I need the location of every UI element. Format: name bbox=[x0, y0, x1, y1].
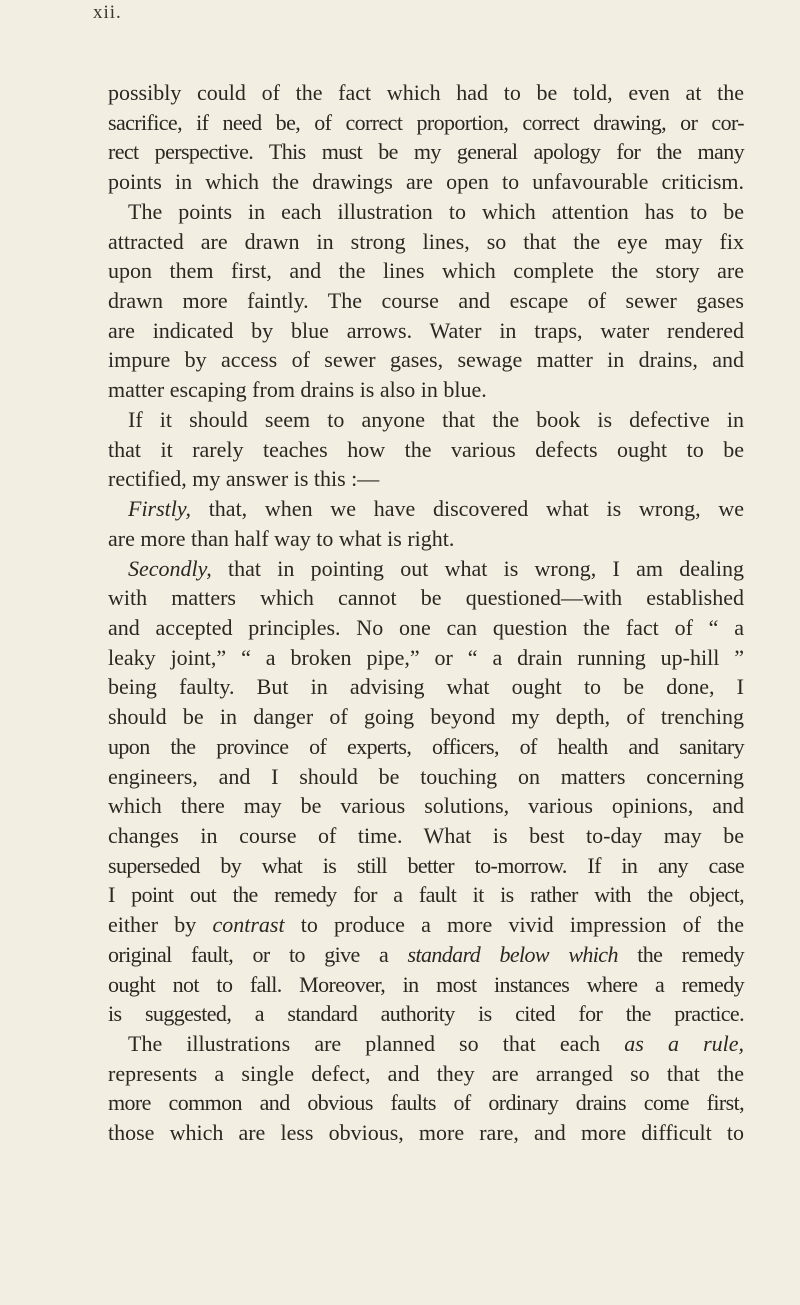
text-fragment: that in pointing out what is wrong, I am dealing bbox=[211, 555, 744, 581]
text-line: upon the province of experts, officers, of health and sanitary bbox=[108, 733, 744, 759]
text-fragment: The illustrations are planned so that each bbox=[128, 1031, 625, 1056]
text-line bbox=[108, 494, 744, 524]
body-text bbox=[108, 78, 744, 1148]
text-line: should be in danger of going beyond my depth, of trenching bbox=[108, 704, 744, 730]
text-line: rect perspective. This must be my general apology for the many bbox=[108, 139, 744, 165]
emphasis-standard: standard below which bbox=[407, 941, 618, 967]
text-line: upon them first, and the lines which complete the story are bbox=[108, 258, 744, 284]
text-line: rectified, my answer is this :— bbox=[108, 466, 380, 492]
text-line: ought not to fall. Moreover, in most instances where a remedy bbox=[108, 971, 744, 997]
text-fragment: either by bbox=[108, 912, 213, 938]
emphasis-contrast: contrast bbox=[212, 912, 285, 938]
text-line: are indicated by blue arrows. Water in traps, water rendered bbox=[108, 317, 744, 343]
text-line: points in which the drawings are open to unfavourable criticism. bbox=[108, 169, 744, 195]
emphasis-firstly: Firstly, bbox=[128, 496, 191, 522]
text-fragment: that, when we have discovered what is wrong, we bbox=[190, 496, 744, 522]
text-line: being faulty. But in advising what ought to be done, I bbox=[108, 674, 744, 700]
text-fragment: to produce a more vivid impression of the bbox=[284, 912, 744, 938]
text-line: The points in each illustration to which attention has to be bbox=[128, 198, 744, 224]
text-line: represents a single defect, and they are arranged so that the bbox=[108, 1060, 744, 1086]
text-line: are more than half way to what is right. bbox=[108, 525, 455, 551]
text-fragment: the remedy bbox=[617, 941, 744, 967]
emphasis-rule: as a rule, bbox=[624, 1031, 745, 1056]
text-line bbox=[108, 554, 744, 584]
text-line: superseded by what is still better to-morrow. If in any case bbox=[108, 852, 744, 878]
text-fragment: original fault, or to give a bbox=[108, 941, 408, 967]
text-line: those which are less obvious, more rare, and more difficult to bbox=[108, 1120, 744, 1146]
text-line: attracted are drawn in strong lines, so that the eye may fix bbox=[108, 228, 744, 254]
text-line: drawn more faintly. The course and escape of sewer gases bbox=[108, 288, 744, 314]
text-line bbox=[108, 910, 744, 940]
text-line: impure by access of sewer gases, sewage matter in drains, and bbox=[108, 347, 744, 373]
text-line: engineers, and I should be touching on matters concerning bbox=[108, 763, 744, 789]
text-line: I point out the remedy for a fault it is rather with the object, bbox=[108, 882, 744, 908]
text-line: possibly could of the fact which had to be told, even at the bbox=[108, 80, 744, 105]
text-line bbox=[108, 1029, 744, 1059]
page-number: xii. bbox=[93, 2, 122, 23]
text-line: sacrifice, if need be, of correct proportion, correct drawing, or cor- bbox=[108, 109, 744, 135]
text-line: which there may be various solutions, various opinions, and bbox=[108, 793, 744, 819]
text-line: more common and obvious faults of ordinary drains come first, bbox=[108, 1090, 744, 1116]
text-line: leaky joint,” “ a broken pipe,” or “ a drain running up-hill ” bbox=[108, 644, 744, 670]
emphasis-secondly: Secondly, bbox=[128, 555, 212, 581]
text-line: If it should seem to anyone that the book is defective in bbox=[128, 406, 744, 432]
text-line: matter escaping from drains is also in blue. bbox=[108, 377, 487, 403]
text-line: changes in course of time. What is best to-day may be bbox=[108, 822, 744, 848]
text-line bbox=[108, 940, 744, 970]
text-line: is suggested, a standard authority is cited for the practice. bbox=[108, 1001, 744, 1027]
text-line: that it rarely teaches how the various defects ought to be bbox=[108, 436, 744, 462]
text-line: and accepted principles. No one can question the fact of “ a bbox=[108, 614, 744, 640]
text-line: with matters which cannot be questioned—with established bbox=[108, 585, 744, 611]
